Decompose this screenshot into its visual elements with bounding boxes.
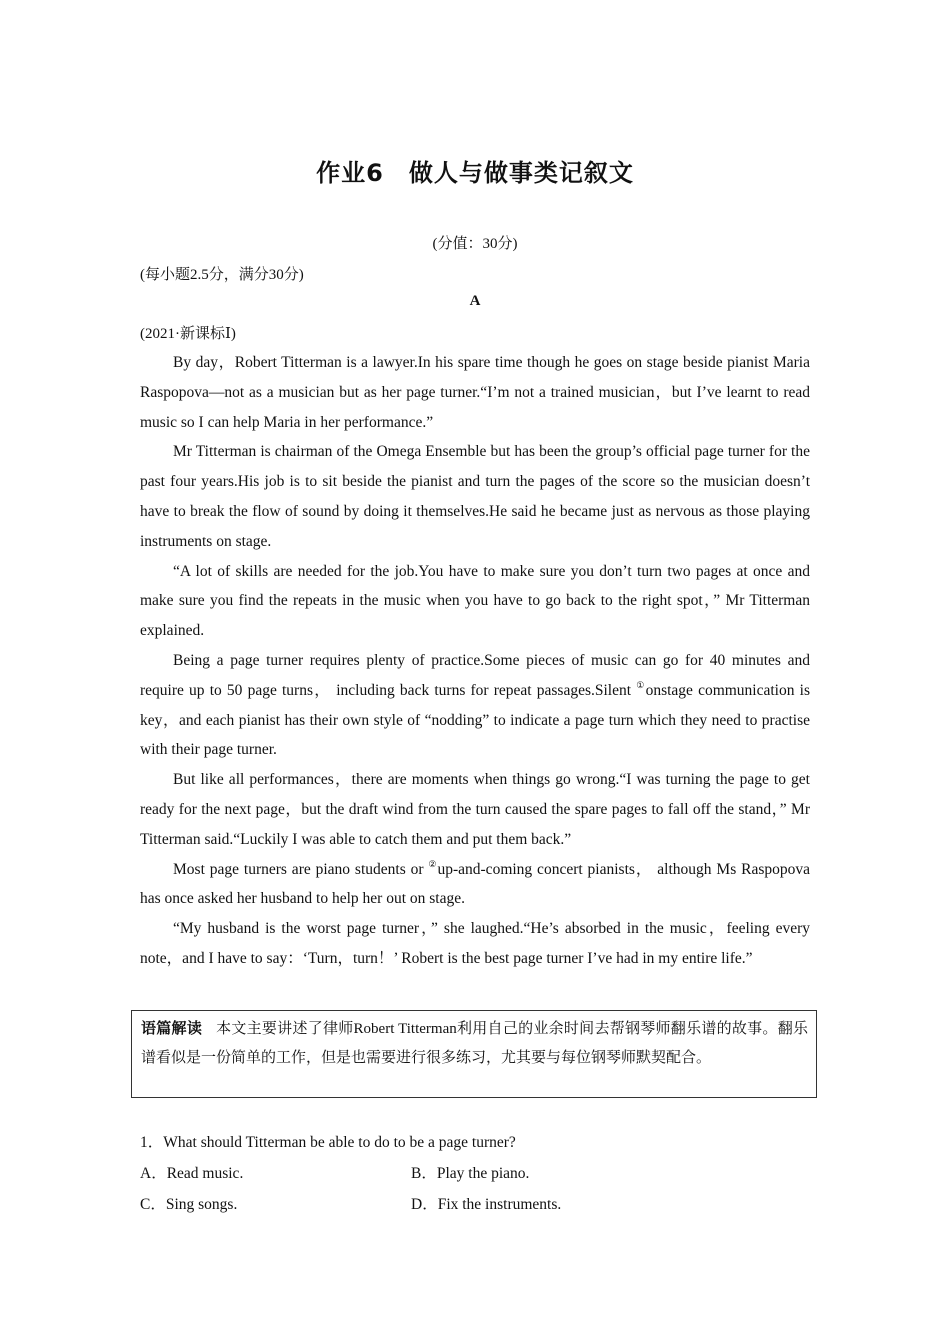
source-label: (2021·新课标Ⅰ) [140, 326, 236, 342]
reading-passage [140, 348, 810, 974]
paragraph-4-part-2: onstage communication is key，and each pianist has their own style of “nodding” to indicate a page turn which they need to practise with their page turner. [140, 681, 810, 759]
footnote-marker-2: ② [428, 858, 438, 869]
option-a[interactable]: A．Read music. [140, 1165, 244, 1182]
paragraph-2: Mr Titterman is chairman of the Omega Ensemble but has been the group’s official page turner for the past four years.His job is to sit beside the pianist and turn the pages of the score so the musician doesn’t have to break the flow of sound by doing it themselves.He said he became just as nervous as those playing instruments on stage. [140, 443, 810, 550]
paragraph-6-part-2: up-and-coming concert pianists， although Ms Raspopova has once asked her husband to help her out on stage. [140, 860, 810, 908]
paragraph-3: “A lot of skills are needed for the job.You have to make sure you don’t turn two pages at once and make sure you find the repeats in the music when you have to go back to the right spot，” Mr Titterman explained. [140, 562, 810, 640]
option-d[interactable]: D．Fix the instruments. [411, 1196, 562, 1213]
paragraph-6-part-1: Most page turners are piano students or [173, 860, 429, 878]
footnote-marker-1: ① [636, 679, 646, 690]
reading-note-label: 语篇解读 [141, 1019, 203, 1037]
paragraph-7: “My husband is the worst page turner，” she laughed.“He’s absorbed in the music，feeling every note，and I have to say：‘Turn，turn！’ Robert is the best page turner I’ve had in my entire life.” [140, 920, 810, 967]
option-c[interactable]: C．Sing songs. [140, 1196, 238, 1213]
section-label: A [469, 293, 481, 309]
paragraph-1: By day，Robert Titterman is a lawyer.In his spare time though he goes on stage beside pianist Maria Raspopova—not as a musician but as her page turner.“I’m not a trained musician，but I’ve learnt to read music so I can help Maria in her performance.” [140, 354, 810, 431]
score-info: (分值：30分) [432, 236, 518, 252]
per-item-score: (每小题2.5分，满分30分) [140, 267, 304, 283]
option-b[interactable]: B．Play the piano. [411, 1165, 530, 1182]
paragraph-4-part-1: Being a page turner requires plenty of practice.Some pieces of music can go for 40 minutes and require up to 50 page turns， including back turns for repeat passages.Silent [140, 651, 810, 699]
reading-note-text: 本文主要讲述了律师Robert Titterman利用自己的业余时间去帮钢琴师翻乐谱的故事。翻乐谱看似是一份简单的工作，但是也需要进行很多练习，尤其要与每位钢琴师默契配合。 [141, 1021, 808, 1066]
question-1-stem: 1．What should Titterman be able to do to be a page turner? [140, 1134, 516, 1151]
page-title: 作业6 做人与做事类记叙文 [316, 159, 634, 187]
paragraph-5: But like all performances，there are moments when things go wrong.“I was turning the page to get ready for the next page，but the draft wind from the turn caused the spare pages to fall off the stand，” Mr Titterman said.“Luckily I was able to catch them and put them back.” [140, 771, 810, 848]
paragraph-6 [140, 855, 810, 915]
paragraph-4 [140, 646, 810, 765]
reading-note-box [131, 1010, 817, 1098]
